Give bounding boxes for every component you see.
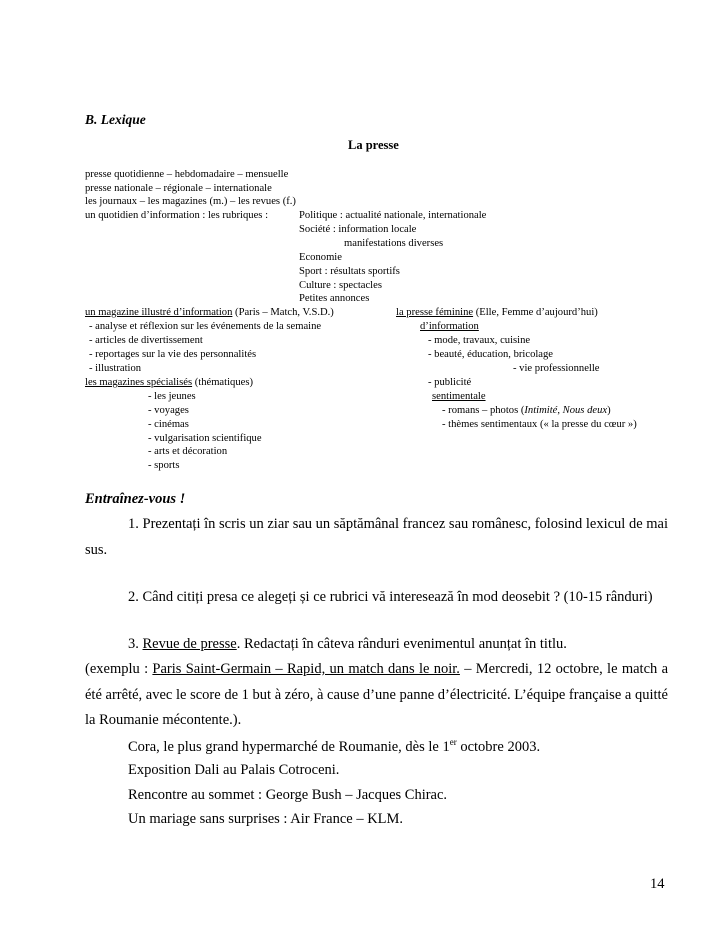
specialise-item: - voyages <box>148 405 189 416</box>
specialise-item: - arts et décoration <box>148 446 228 457</box>
sentimentale-label: sentimentale <box>432 391 486 402</box>
presse-feminine-line <box>396 306 598 319</box>
magazine-illustre-examples: (Paris – Match, V.S.D.) <box>232 307 334 318</box>
feminine-info-item: - beauté, éducation, bricolage <box>428 349 554 360</box>
sentimentale-item-themes: - thèmes sentimentaux (« la presse du cœur ») <box>442 419 637 430</box>
exercise-3-number: 3. <box>128 636 143 652</box>
rubrique-item: Economie <box>299 252 342 263</box>
revue-de-presse-term: Revue de presse <box>142 636 237 652</box>
feminine-info-item: - vie professionnelle <box>513 363 600 374</box>
magazine-item: - analyse et réflexion sur les événements de la semaine <box>89 321 322 332</box>
lexique-title: La presse <box>348 138 399 152</box>
information-label: d’information <box>420 321 479 332</box>
headline-mariage: Un mariage sans surprises : Air France – KLM. <box>128 811 404 827</box>
specialises-detail: (thématiques) <box>192 377 253 388</box>
section-title: B. Lexique <box>85 112 146 127</box>
rubrique-item: manifestations diverses <box>344 238 444 249</box>
example-line-1 <box>85 661 668 678</box>
cora-superscript: er <box>449 737 457 747</box>
romans-suffix: ) <box>607 405 611 416</box>
exercises-title: Entraînez-vous ! <box>85 491 186 507</box>
headline-dali: Exposition Dali au Palais Cotroceni. <box>128 762 340 778</box>
specialises-line <box>85 376 253 389</box>
rubrique-item: Société : information locale <box>299 224 417 235</box>
romans-title-2: Nous deux <box>562 405 608 416</box>
page-number: 14 <box>650 876 665 892</box>
example-line-3: la Roumanie mécontente.). <box>85 712 242 728</box>
example-rest: – Mercredi, 12 octobre, le match a <box>459 661 668 677</box>
example-line-2: été arrêté, avec le score de 1 but à zéro, à cause d’une panne d’électricité. L’équipe française a quitté <box>85 687 668 703</box>
cora-date: octobre 2003. <box>456 738 541 755</box>
specialises-term: les magazines spécialisés <box>85 377 193 388</box>
lexique-line-2: presse nationale – régionale – internationale <box>85 183 272 194</box>
magazine-item: - illustration <box>89 363 142 374</box>
cora-text: Cora, le plus grand hypermarché de Roumanie, dès le 1 <box>128 738 450 755</box>
exercise-1-line-2: sus. <box>85 542 108 558</box>
magazine-item: - articles de divertissement <box>89 335 203 346</box>
exercise-2: 2. Când citiți presa ce alegeți și ce rubrici vă interesează în mod deosebit ? (10-15 rânduri) <box>128 589 653 605</box>
specialise-item: - sports <box>148 460 180 471</box>
magazine-item: - reportages sur la vie des personnalités <box>89 349 257 360</box>
rubrique-item: Petites annonces <box>299 293 370 304</box>
presse-feminine-term: la presse féminine <box>396 307 474 318</box>
headline-cora <box>128 737 540 756</box>
presse-feminine-examples: (Elle, Femme d’aujourd’hui) <box>473 307 598 318</box>
rubrique-item: Politique : actualité nationale, internationale <box>299 210 487 221</box>
feminine-info-item: - publicité <box>428 377 472 388</box>
feminine-info-item: - mode, travaux, cuisine <box>428 335 531 346</box>
rubrique-item: Sport : résultats sportifs <box>299 266 400 277</box>
example-prefix: (exemplu : <box>85 661 153 677</box>
exercise-3 <box>128 636 567 653</box>
specialise-item: - vulgarisation scientifique <box>148 433 262 444</box>
magazine-illustre-line <box>85 306 334 319</box>
sentimentale-item-romans <box>442 404 611 417</box>
example-headline: Paris Saint-Germain – Rapid, un match dans le noir. <box>152 661 460 677</box>
romans-title-1: Intimité <box>524 405 558 416</box>
exercise-1-line-1: 1. Prezentați în scris un ziar sau un săptămânal francez sau românesc, folosind lexicul de mai <box>128 516 668 532</box>
exercise-3-instruction: . Redactați în câteva rânduri evenimentul anunțat în titlu. <box>236 636 567 652</box>
magazine-illustre-term: un magazine illustré d’information <box>85 307 233 318</box>
lexique-line-1: presse quotidienne – hebdomadaire – mensuelle <box>85 169 289 180</box>
headline-rencontre: Rencontre au sommet : George Bush – Jacques Chirac. <box>128 787 448 803</box>
quotidien-label: un quotidien d’information : les rubriques : <box>85 210 269 221</box>
rubrique-item: Culture : spectacles <box>299 280 382 291</box>
romans-prefix: - romans – photos ( <box>442 405 525 416</box>
specialise-item: - cinémas <box>148 419 189 430</box>
specialise-item: - les jeunes <box>148 391 196 402</box>
romans-sep: , <box>557 405 563 416</box>
lexique-line-3: les journaux – les magazines (m.) – les revues (f.) <box>85 196 296 207</box>
